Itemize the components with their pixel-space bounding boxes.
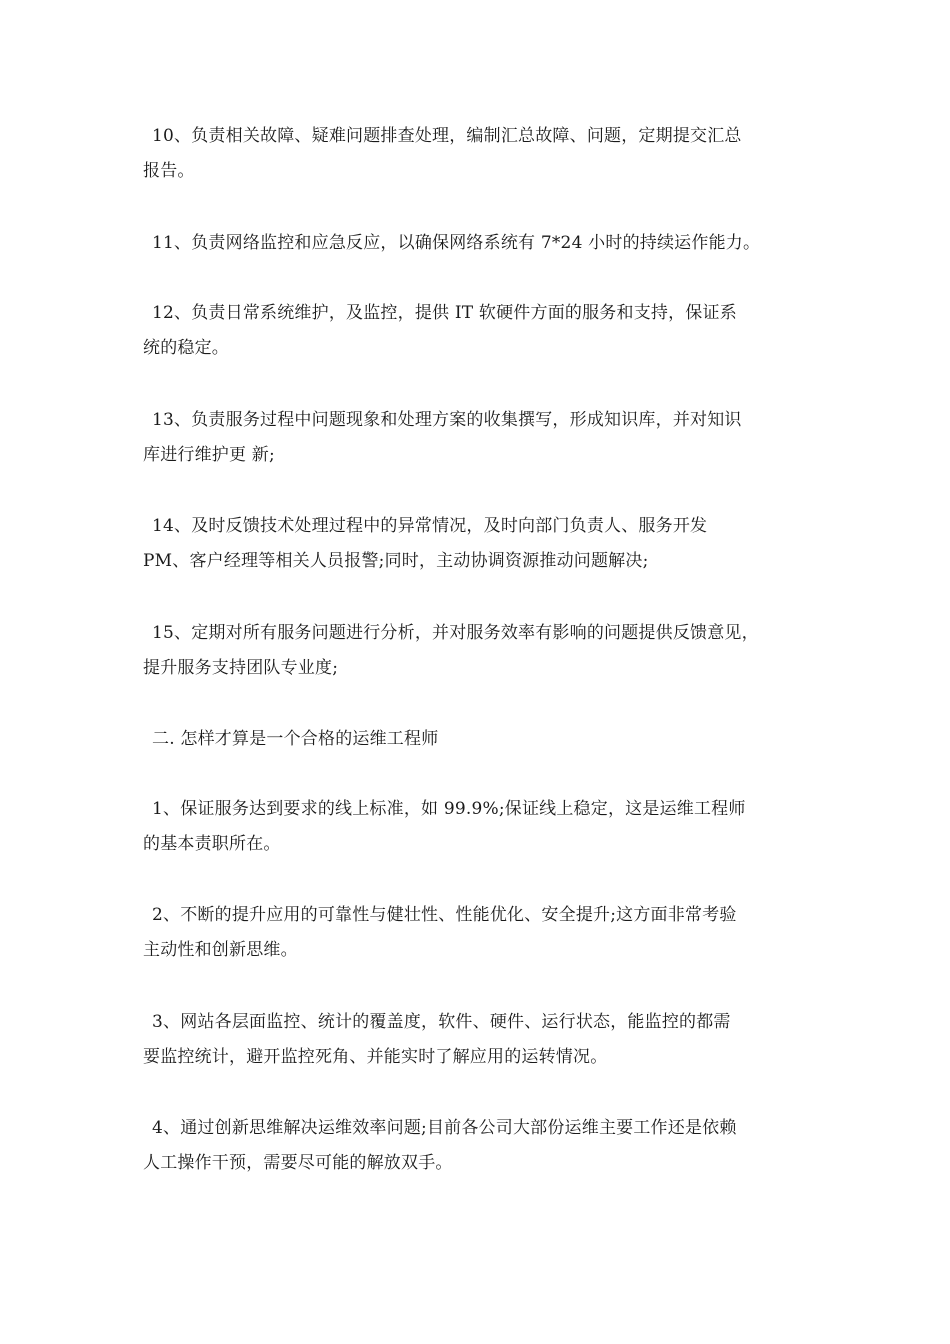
paragraph-item-2	[143, 898, 823, 968]
paragraph-line: 报告。	[143, 161, 195, 181]
paragraph-line: 统的稳定。	[143, 338, 229, 358]
paragraph-item-10	[143, 119, 823, 189]
paragraph-line: 4、通过创新思维解决运维效率问题;目前各公司大部份运维主要工作还是依赖	[152, 1118, 737, 1138]
paragraph-line: 11、负责网络监控和应急反应，以确保网络系统有 7*24 小时的持续运作能力。	[152, 233, 761, 253]
paragraph-line: 提升服务支持团队专业度;	[143, 658, 339, 678]
paragraph-item-15	[143, 616, 823, 686]
paragraph-line: 2、不断的提升应用的可靠性与健壮性、性能优化、安全提升;这方面非常考验	[152, 905, 737, 925]
paragraph-line: 13、负责服务过程中问题现象和处理方案的收集撰写，形成知识库，并对知识	[152, 410, 742, 430]
paragraph-line: 主动性和创新思维。	[143, 940, 298, 960]
paragraph-item-1	[143, 792, 823, 862]
paragraph-item-13	[143, 403, 823, 473]
paragraph-line: 12、负责日常系统维护，及监控，提供 IT 软硬件方面的服务和支持，保证系	[152, 303, 737, 323]
heading-line: 二. 怎样才算是一个合格的运维工程师	[152, 729, 439, 749]
paragraph-line: 的基本责职所在。	[143, 834, 281, 854]
paragraph-line: 3、网站各层面监控、统计的覆盖度，软件、硬件、运行状态，能监控的都需	[152, 1012, 731, 1032]
paragraph-item-14	[143, 509, 823, 579]
paragraph-line: 1、保证服务达到要求的线上标准，如 99.9%;保证线上稳定，这是运维工程师	[152, 799, 746, 819]
paragraph-item-3	[143, 1005, 823, 1075]
paragraph-line: 15、定期对所有服务问题进行分析，并对服务效率有影响的问题提供反馈意见，	[152, 623, 759, 643]
paragraph-line: 库进行维护更 新;	[143, 445, 275, 465]
section-heading	[143, 722, 823, 757]
paragraph-item-12	[143, 296, 823, 366]
paragraph-line: 要监控统计，避开监控死角、并能实时了解应用的运转情况。	[143, 1047, 608, 1067]
paragraph-line: 人工操作干预，需要尽可能的解放双手。	[143, 1153, 453, 1173]
paragraph-line: 14、及时反馈技术处理过程中的异常情况，及时向部门负责人、服务开发	[152, 516, 708, 536]
paragraph-line: PM、客户经理等相关人员报警;同时，主动协调资源推动问题解决;	[143, 551, 649, 571]
paragraph-item-4	[143, 1111, 823, 1181]
paragraph-line: 10、负责相关故障、疑难问题排查处理，编制汇总故障、问题，定期提交汇总	[152, 126, 742, 146]
paragraph-item-11	[143, 226, 823, 261]
